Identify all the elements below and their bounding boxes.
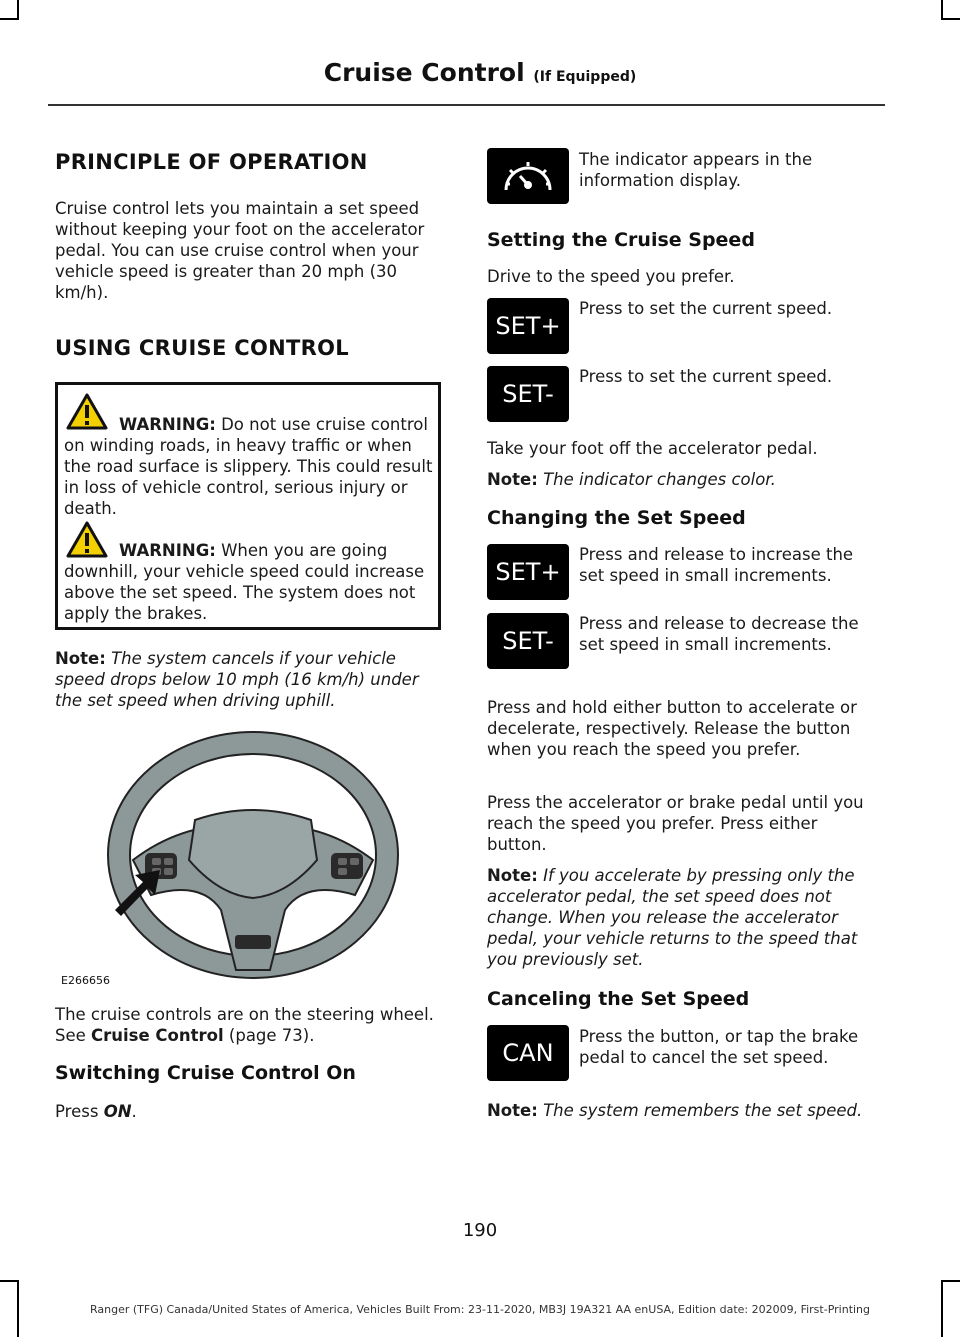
controls-text: The cruise controls are on the steering wheel. See xyxy=(55,1005,434,1045)
press-on-paragraph xyxy=(55,1101,447,1122)
steering-wheel-illustration xyxy=(55,720,400,992)
crop-mark xyxy=(941,0,943,20)
principle-heading: PRINCIPLE OF OPERATION xyxy=(55,150,368,174)
crop-mark xyxy=(0,18,19,20)
set-plus-label: SET+ xyxy=(495,558,561,586)
cruise-control-link[interactable]: Cruise Control xyxy=(91,1026,224,1045)
note-accelerate xyxy=(487,865,879,970)
press-set-plus-text: Press to set the current speed. xyxy=(579,299,833,318)
cruise-indicator-icon xyxy=(487,148,569,204)
figure-code: E266656 xyxy=(61,974,110,987)
page-number: 190 xyxy=(462,1220,498,1241)
note-remember xyxy=(487,1100,879,1121)
hold-paragraph: Press and hold either button to accelerate or decelerate, respectively. Release the button when you reach the speed you prefer. xyxy=(487,698,857,759)
controls-paragraph xyxy=(55,1004,447,1046)
can-label: CAN xyxy=(502,1039,554,1067)
accel-paragraph: Press the accelerator or brake pedal until you reach the speed you prefer. Press either button. xyxy=(487,793,864,854)
press-text: Press xyxy=(55,1102,99,1121)
changing-heading: Changing the Set Speed xyxy=(487,507,746,529)
set-plus-button-icon xyxy=(487,544,569,600)
warning-1 xyxy=(64,414,436,519)
set-plus-label: SET+ xyxy=(495,312,561,340)
note-label: Note: xyxy=(55,649,106,668)
warning-box xyxy=(55,382,441,630)
switching-heading: Switching Cruise Control On xyxy=(55,1062,356,1084)
header-rule xyxy=(48,104,885,106)
note-accelerate-text: If you accelerate by pressing only the accelerator pedal, the set speed does not change. When you release the accelerator pedal, your vehicle returns to the speed that you previously set. xyxy=(487,866,858,969)
crop-mark xyxy=(941,1280,960,1282)
header-title: Cruise Control xyxy=(323,58,525,87)
drive-text: Drive to the speed you prefer. xyxy=(487,267,735,286)
warning-label: WARNING: xyxy=(119,415,216,434)
warning-1-text: Do not use cruise control on winding roads, in heavy traffic or when the road surface is slippery. This could result in loss of vehicle control, serious injury or death. xyxy=(64,415,433,518)
note-label: Note: xyxy=(487,470,538,489)
crop-mark xyxy=(941,18,960,20)
foot-off-text: Take your foot off the accelerator pedal. xyxy=(487,439,818,458)
press-period: . xyxy=(131,1102,137,1121)
on-button-name: ON xyxy=(103,1102,132,1121)
increase-text: Press and release to increase the set speed in small increments. xyxy=(579,545,854,585)
note-uphill-text: The system cancels if your vehicle speed drops below 10 mph (16 km/h) under the set speed when driving uphill. xyxy=(55,649,419,710)
warning-label: WARNING: xyxy=(119,541,216,560)
set-minus-button-icon xyxy=(487,613,569,669)
note-uphill xyxy=(55,648,447,711)
note-remember-text: The system remembers the set speed. xyxy=(543,1101,863,1120)
cancel-text: Press the button, or tap the brake pedal to cancel the set speed. xyxy=(579,1027,859,1067)
set-minus-button-icon xyxy=(487,366,569,422)
set-plus-button-icon xyxy=(487,298,569,354)
setting-heading: Setting the Cruise Speed xyxy=(487,229,755,251)
warning-2 xyxy=(64,540,436,624)
page-header xyxy=(0,58,960,87)
controls-page-ref: (page 73). xyxy=(228,1026,315,1045)
header-subtitle: (If Equipped) xyxy=(533,69,637,85)
note-color-text: The indicator changes color. xyxy=(543,470,776,489)
note-color xyxy=(487,469,879,490)
can-button-icon xyxy=(487,1025,569,1081)
note-label: Note: xyxy=(487,866,538,885)
press-set-minus-text: Press to set the current speed. xyxy=(579,367,833,386)
set-minus-label: SET- xyxy=(502,627,554,655)
crop-mark xyxy=(17,0,19,20)
note-label: Note: xyxy=(487,1101,538,1120)
using-heading: USING CRUISE CONTROL xyxy=(55,336,349,360)
speedometer-icon xyxy=(498,154,558,198)
page-footer: Ranger (TFG) Canada/United States of America, Vehicles Built From: 23-11-2020, MB3J 19A321 AA enUSA, Edition date: 202009, First-Printing xyxy=(89,1303,871,1316)
crop-mark xyxy=(0,1280,19,1282)
set-minus-label: SET- xyxy=(502,380,554,408)
decrease-text: Press and release to decrease the set speed in small increments. xyxy=(579,614,859,654)
warning-2-text: When you are going downhill, your vehicle speed could increase above the set speed. The system does not apply the brakes. xyxy=(64,541,425,623)
canceling-heading: Canceling the Set Speed xyxy=(487,988,750,1010)
indicator-text: The indicator appears in the information display. xyxy=(579,150,813,190)
principle-paragraph: Cruise control lets you maintain a set speed without keeping your foot on the accelerator pedal. You can use cruise control when your vehicle speed is greater than 20 mph (30 km/h). xyxy=(55,199,425,302)
